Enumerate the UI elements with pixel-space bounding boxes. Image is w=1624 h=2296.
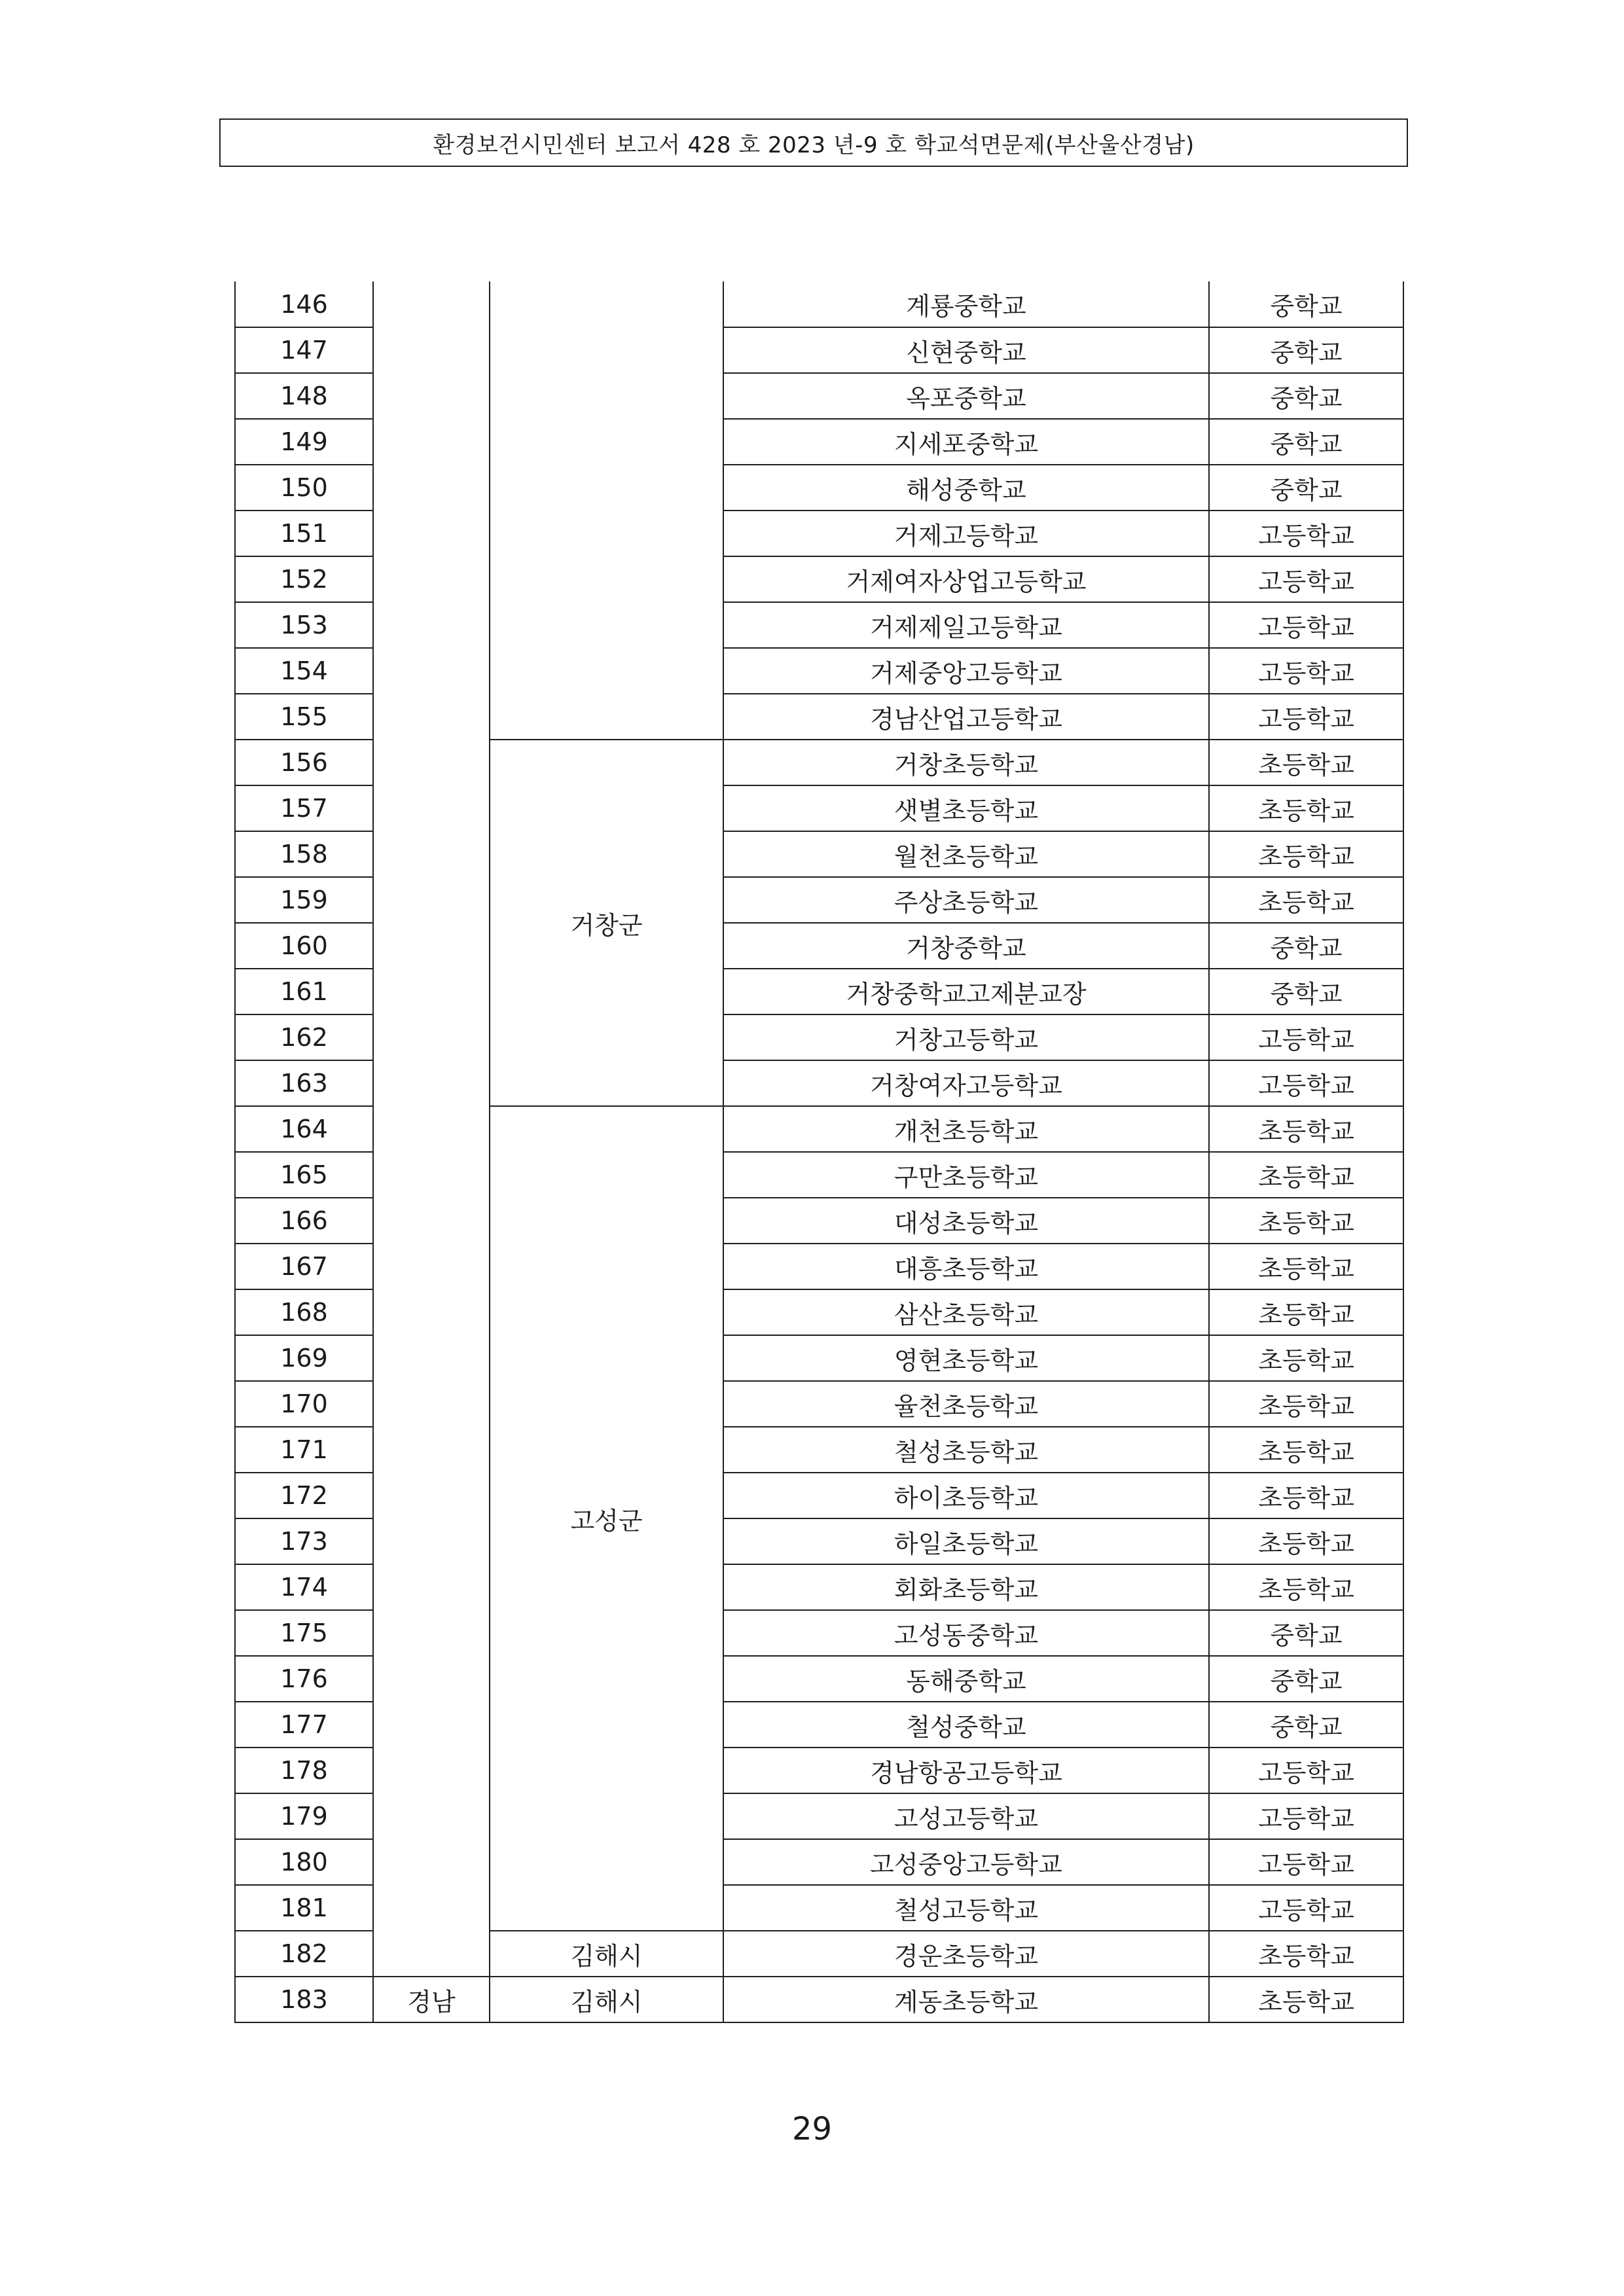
school-level-cell: 고등학교 [1209,1885,1403,1931]
row-number: 175 [235,1610,373,1656]
row-number: 174 [235,1564,373,1610]
row-number: 152 [235,556,373,602]
report-header-title: 환경보건시민센터 보고서 428 호 2023 년-9 호 학교석면문제(부산울산경남) [433,132,1195,158]
row-number: 158 [235,831,373,877]
school-table [234,281,1404,2023]
school-name-cell: 고성동중학교 [723,1610,1209,1656]
school-name-cell: 샛별초등학교 [723,785,1209,831]
row-number: 155 [235,694,373,740]
school-name-cell: 주상초등학교 [723,877,1209,923]
school-name-cell: 지세포중학교 [723,419,1209,465]
row-number: 162 [235,1014,373,1060]
row-number: 147 [235,327,373,373]
school-level-cell: 중학교 [1209,1610,1403,1656]
district-cell: 고성군 [490,1106,723,1931]
row-number: 157 [235,785,373,831]
row-number: 177 [235,1702,373,1748]
school-name-cell: 개천초등학교 [723,1106,1209,1152]
province-cell: 경남 [373,1977,490,2022]
school-name-cell: 거제제일고등학교 [723,602,1209,648]
district-cell: 김해시 [490,1977,723,2022]
province-cell [373,281,490,1977]
school-level-cell: 초등학교 [1209,785,1403,831]
row-number: 182 [235,1931,373,1977]
school-name-cell: 철성고등학교 [723,1885,1209,1931]
school-name-cell: 대흥초등학교 [723,1244,1209,1289]
school-name-cell: 경운초등학교 [723,1931,1209,1977]
row-number: 160 [235,923,373,969]
school-name-cell: 거창중학교고제분교장 [723,969,1209,1014]
school-level-cell: 초등학교 [1209,1198,1403,1244]
school-level-cell: 초등학교 [1209,1977,1403,2022]
row-number: 148 [235,373,373,419]
school-level-cell: 초등학교 [1209,1289,1403,1335]
school-name-cell: 철성중학교 [723,1702,1209,1748]
school-level-cell: 고등학교 [1209,511,1403,556]
table-row [235,281,1403,327]
row-number: 170 [235,1381,373,1427]
school-level-cell: 초등학교 [1209,1564,1403,1610]
school-level-cell: 중학교 [1209,419,1403,465]
school-level-cell: 고등학교 [1209,648,1403,694]
school-name-cell: 신현중학교 [723,327,1209,373]
school-level-cell: 초등학교 [1209,1473,1403,1518]
row-number: 176 [235,1656,373,1702]
school-level-cell: 중학교 [1209,465,1403,511]
row-number: 150 [235,465,373,511]
school-level-cell: 초등학교 [1209,877,1403,923]
school-name-cell: 회화초등학교 [723,1564,1209,1610]
school-level-cell: 고등학교 [1209,1060,1403,1106]
school-name-cell: 거창여자고등학교 [723,1060,1209,1106]
row-number: 172 [235,1473,373,1518]
school-name-cell: 옥포중학교 [723,373,1209,419]
row-number: 166 [235,1198,373,1244]
row-number: 149 [235,419,373,465]
row-number: 183 [235,1977,373,2022]
school-name-cell: 계동초등학교 [723,1977,1209,2022]
school-name-cell: 영현초등학교 [723,1335,1209,1381]
school-name-cell: 거창중학교 [723,923,1209,969]
row-number: 171 [235,1427,373,1473]
page-number: 29 [791,2111,833,2147]
row-number: 156 [235,740,373,785]
district-cell: 김해시 [490,1931,723,1977]
school-level-cell: 고등학교 [1209,602,1403,648]
row-number: 169 [235,1335,373,1381]
report-header [219,118,1408,167]
school-name-cell: 해성중학교 [723,465,1209,511]
school-name-cell: 거제여자상업고등학교 [723,556,1209,602]
school-name-cell: 경남산업고등학교 [723,694,1209,740]
row-number: 179 [235,1793,373,1839]
school-name-cell: 계룡중학교 [723,281,1209,327]
school-level-cell: 중학교 [1209,373,1403,419]
school-level-cell: 고등학교 [1209,694,1403,740]
school-name-cell: 대성초등학교 [723,1198,1209,1244]
district-cell [490,281,723,740]
school-name-cell: 고성고등학교 [723,1793,1209,1839]
school-level-cell: 초등학교 [1209,1335,1403,1381]
school-name-cell: 삼산초등학교 [723,1289,1209,1335]
row-number: 151 [235,511,373,556]
school-level-cell: 초등학교 [1209,740,1403,785]
row-number: 154 [235,648,373,694]
row-number: 165 [235,1152,373,1198]
row-number: 181 [235,1885,373,1931]
school-level-cell: 초등학교 [1209,1427,1403,1473]
school-name-cell: 고성중앙고등학교 [723,1839,1209,1885]
school-level-cell: 초등학교 [1209,1244,1403,1289]
school-name-cell: 경남항공고등학교 [723,1748,1209,1793]
school-name-cell: 율천초등학교 [723,1381,1209,1427]
school-level-cell: 초등학교 [1209,831,1403,877]
table-row [235,1977,1403,2022]
school-level-cell: 초등학교 [1209,1931,1403,1977]
district-cell: 거창군 [490,740,723,1106]
school-level-cell: 중학교 [1209,281,1403,327]
school-level-cell: 중학교 [1209,1702,1403,1748]
row-number: 161 [235,969,373,1014]
school-name-cell: 거창초등학교 [723,740,1209,785]
school-level-cell: 고등학교 [1209,1793,1403,1839]
row-number: 163 [235,1060,373,1106]
school-name-cell: 하이초등학교 [723,1473,1209,1518]
school-name-cell: 거제고등학교 [723,511,1209,556]
school-level-cell: 고등학교 [1209,1748,1403,1793]
school-level-cell: 초등학교 [1209,1152,1403,1198]
school-table-body [235,281,1403,2022]
school-level-cell: 고등학교 [1209,1014,1403,1060]
school-name-cell: 월천초등학교 [723,831,1209,877]
row-number: 164 [235,1106,373,1152]
row-number: 159 [235,877,373,923]
school-name-cell: 하일초등학교 [723,1518,1209,1564]
row-number: 178 [235,1748,373,1793]
school-level-cell: 고등학교 [1209,1839,1403,1885]
school-level-cell: 고등학교 [1209,556,1403,602]
school-level-cell: 중학교 [1209,923,1403,969]
row-number: 167 [235,1244,373,1289]
school-level-cell: 중학교 [1209,327,1403,373]
school-name-cell: 거제중앙고등학교 [723,648,1209,694]
row-number: 168 [235,1289,373,1335]
school-name-cell: 동해중학교 [723,1656,1209,1702]
school-level-cell: 초등학교 [1209,1106,1403,1152]
school-level-cell: 초등학교 [1209,1381,1403,1427]
row-number: 173 [235,1518,373,1564]
school-name-cell: 구만초등학교 [723,1152,1209,1198]
row-number: 153 [235,602,373,648]
school-level-cell: 중학교 [1209,1656,1403,1702]
row-number: 180 [235,1839,373,1885]
school-name-cell: 거창고등학교 [723,1014,1209,1060]
school-level-cell: 중학교 [1209,969,1403,1014]
school-level-cell: 초등학교 [1209,1518,1403,1564]
row-number: 146 [235,281,373,327]
school-name-cell: 철성초등학교 [723,1427,1209,1473]
